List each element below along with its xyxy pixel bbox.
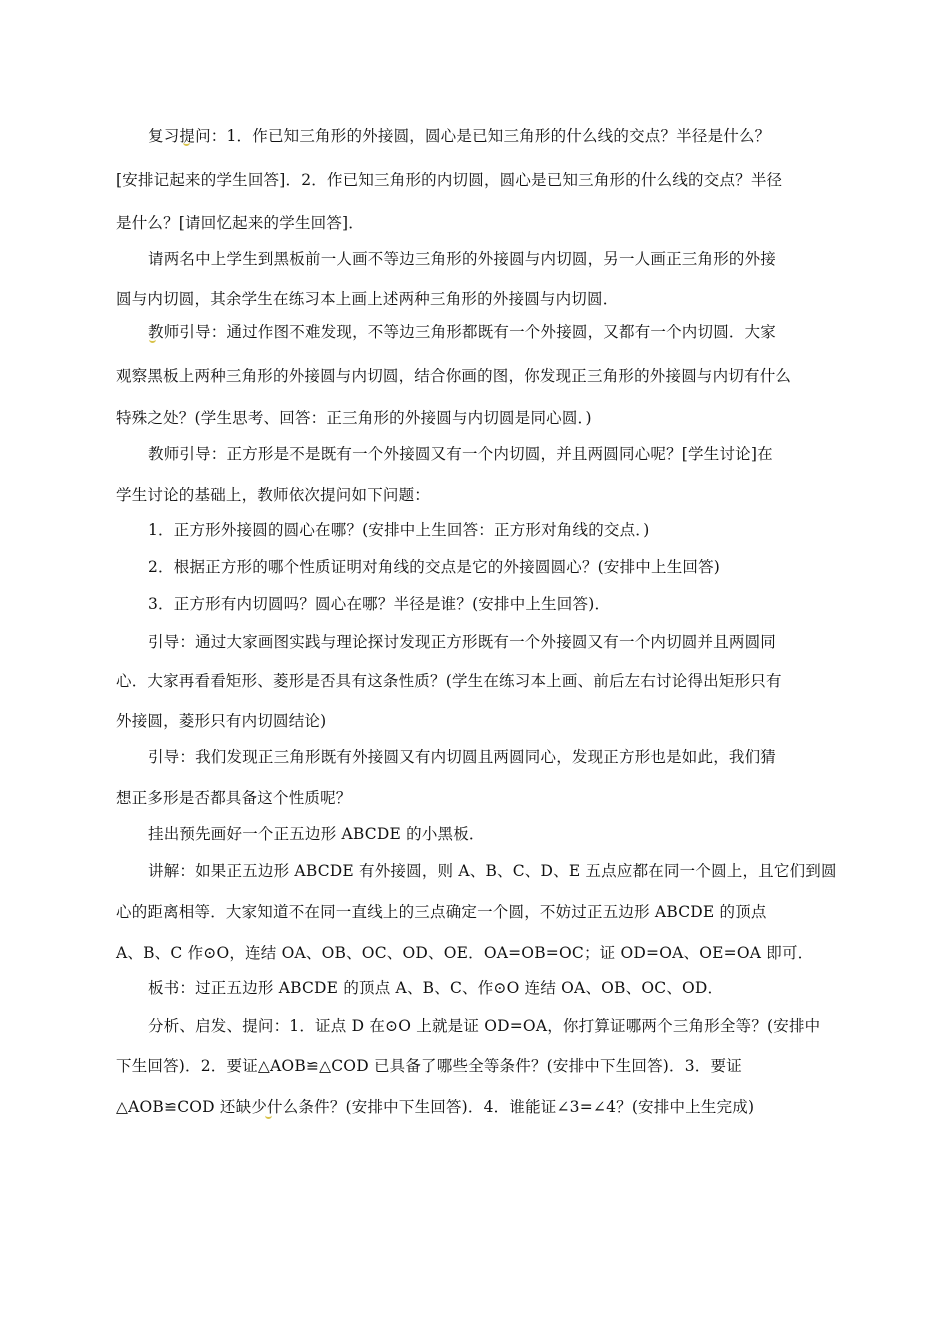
text-line: 教师引导：正方形是不是既有一个外接圆又有一个内切圆，并且两圆同心呢？[学生讨论]在: [148, 445, 773, 463]
text-line: 心．大家再看看矩形、菱形是否具有这条性质？(学生在练习本上画、前后左右讨论得出矩形只有: [116, 672, 782, 690]
text-line: 圆与内切圆，其余学生在练习本上画上述两种三角形的外接圆与内切圆．: [116, 290, 619, 308]
text-line: 挂出预先画好一个正五边形 ABCDE 的小黑板．: [148, 825, 485, 843]
text-line: A、B、C 作⊙O，连结 OA、OB、OC、OD、OE．OA=OB=OC；证 OD=OA、OE=OA 即可．: [116, 944, 814, 962]
text-line: 分析、启发、提问：1．证点 D 在⊙O 上就是证 OD=OA，你打算证哪两个三角形全等？(安排中: [148, 1017, 821, 1035]
ink-mark: [265, 1113, 272, 1119]
text-line: 学生讨论的基础上，教师依次提问如下问题：: [116, 486, 431, 504]
list-item: 1．正方形外接圆的圆心在哪？(安排中上生回答：正方形对角线的交点．): [148, 521, 650, 539]
text-line: △AOB≌COD 还缺少什么条件？(安排中下生回答)．4．谁能证∠3=∠4？(安排中上生完成): [116, 1098, 755, 1116]
text-line: 请两名中上学生到黑板前一人画不等边三角形的外接圆与内切圆，另一人画正三角形的外接: [148, 250, 777, 268]
text-line: 教师引导：通过作图不难发现，不等边三角形都既有一个外接圆，又都有一个内切圆．大家: [148, 323, 777, 341]
list-item: 2．根据正方形的哪个性质证明对角线的交点是它的外接圆圆心？(安排中上生回答): [148, 558, 721, 576]
text-line: 观察黑板上两种三角形的外接圆与内切圆，结合你画的图，你发现正三角形的外接圆与内切有什么: [116, 367, 792, 385]
ink-mark: [149, 337, 156, 343]
list-item: 3．正方形有内切圆吗？圆心在哪？半径是谁？(安排中上生回答)．: [148, 595, 611, 613]
text-line: 心的距离相等．大家知道不在同一直线上的三点确定一个圆，不妨过正五边形 ABCDE 的顶点: [116, 903, 767, 921]
text-line: 板书：过正五边形 ABCDE 的顶点 A、B、C、作⊙O 连结 OA、OB、OC、OD．: [148, 979, 724, 997]
text-line: 是什么？[请回忆起来的学生回答]．: [116, 214, 364, 232]
text-line: 想正多形是否都具备这个性质呢？: [116, 789, 352, 807]
text-line: [安排记起来的学生回答]．2．作已知三角形的内切圆，圆心是已知三角形的什么线的交点？半径: [116, 171, 783, 189]
text-line: 下生回答)．2．要证△AOB≌△COD 已具备了哪些全等条件？(安排中下生回答)．3．要证: [116, 1057, 742, 1075]
text-line: 引导：通过大家画图实践与理论探讨发现正方形既有一个外接圆又有一个内切圆并且两圆同: [148, 633, 777, 651]
text-line: 特殊之处？(学生思考、回答：正三角形的外接圆与内切圆是同心圆．): [116, 409, 592, 427]
text-line: 外接圆，菱形只有内切圆结论): [116, 712, 327, 730]
text-line: 引导：我们发现正三角形既有外接圆又有内切圆且两圆同心，发现正方形也是如此，我们猜: [148, 748, 777, 766]
text-line: 复习提问：1．作已知三角形的外接圆，圆心是已知三角形的什么线的交点？半径是什么？: [148, 127, 771, 145]
text-line: 讲解：如果正五边形 ABCDE 有外接圆，则 A、B、C、D、E 五点应都在同一个圆上，且它们到圆: [148, 862, 837, 880]
